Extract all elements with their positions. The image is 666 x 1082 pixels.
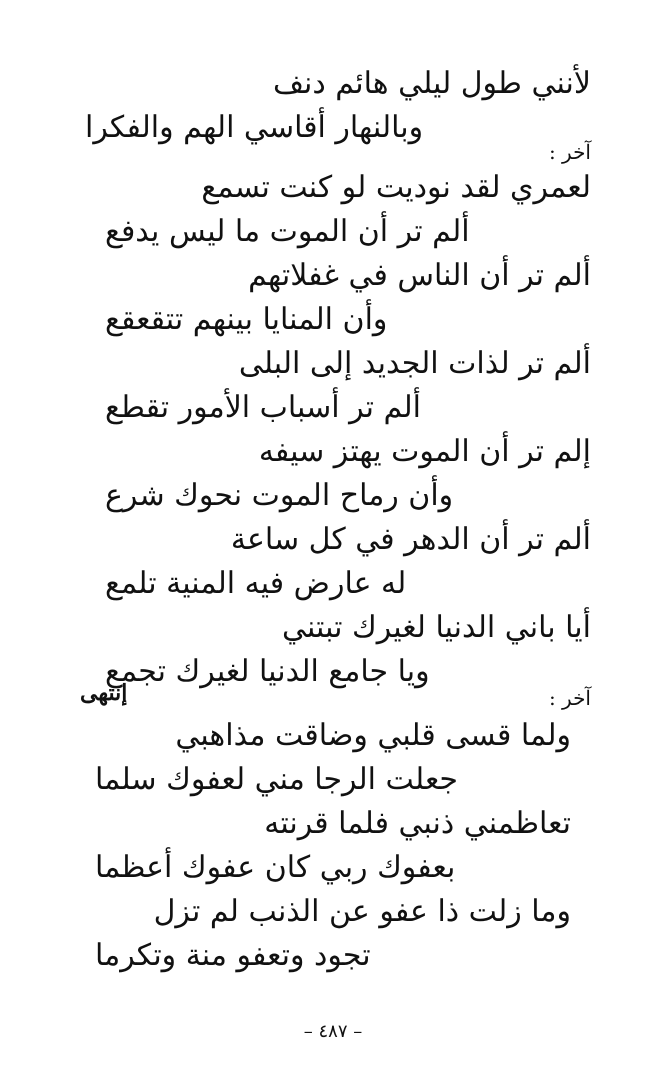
end-note: إنتهى (80, 680, 128, 706)
poem-line: أيا باني الدنيا لغيرك تبتني (281, 610, 591, 645)
poem-line: وأن المنايا بينهم تتقعقع (105, 302, 388, 337)
poem-line: تجود وتعفو منة وتكرما (95, 938, 371, 973)
poem-line: له عارض فيه المنية تلمع (105, 566, 407, 601)
poem-line: ألم تر أن الموت ما ليس يدفع (105, 214, 470, 249)
poem-line: ولما قسى قلبي وضاقت مذاهبي (175, 718, 571, 753)
poem-line: وما زلت ذا عفو عن الذنب لم تزل (153, 894, 571, 929)
poem-line: ألم تر أن الدهر في كل ساعة (230, 522, 591, 557)
poem-line: جعلت الرجا مني لعفوك سلما (95, 762, 458, 797)
section-label: آخر : (548, 686, 591, 710)
poem-line: وأن رماح الموت نحوك شرع (105, 478, 454, 513)
page-number: – ٤٨٧ – (303, 1021, 363, 1042)
poem-line: بعفوك ربي كان عفوك أعظما (95, 850, 456, 885)
poem-line: إلم تر أن الموت يهتز سيفه (258, 434, 591, 469)
section-label: آخر : (548, 140, 591, 164)
poem-line: ويا جامع الدنيا لغيرك تجمع (105, 654, 430, 689)
poem-line: وبالنهار أقاسي الهم والفكرا (85, 110, 424, 145)
poem-line: ألم تر أسباب الأمور تقطع (105, 390, 421, 425)
poem-line: لأنني طول ليلي هائم دنف (272, 66, 591, 101)
poem-line: ألم تر أن الناس في غفلاتهم (248, 258, 591, 293)
poem-line: تعاظمني ذنبي فلما قرنته (264, 806, 571, 841)
poem-line: لعمري لقد نوديت لو كنت تسمع (201, 170, 591, 205)
poem-line: ألم تر لذات الجديد إلى البلى (238, 346, 591, 381)
